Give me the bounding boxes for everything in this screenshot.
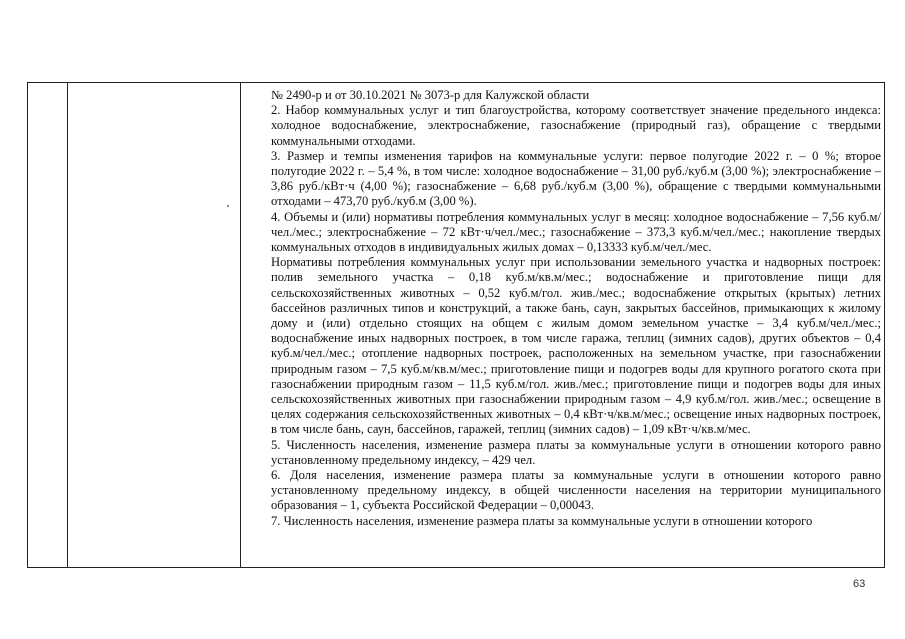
paragraph-7: 7. Численность населения, изменение размера платы за коммунальные услуги в отношении которого [271, 513, 813, 528]
paragraph-6: 6. Доля населения, изменение размера платы за коммунальные услуги в отношении которого равно установленному предельному индексу, в общей численности населения на территории муниципального образования – 1, субъекта Российской Федерации – 0,00043. [271, 468, 881, 513]
paragraph-3: 3. Размер и темпы изменения тарифов на коммунальные услуги: первое полугодие 2022 г. – 0 %; второе полугодие 2022 г. – 5,4 %, в том числе: холодное водоснабжение – 31,00 руб./куб.м (3,00 %); электроснабжение – 3,86 руб./кВт·ч (4,00 %); газоснабжение – 6,68 руб./куб.м (3,00 %), обращение с твердыми коммунальными отходами – 473,70 руб./куб.м (3,00 %). [271, 148, 881, 209]
paragraph-5: 5. Численность населения, изменение размера платы за коммунальные услуги в отношении которого равно установленному предельному индексу, – 429 чел. [271, 437, 881, 467]
paragraph-4: 4. Объемы и (или) нормативы потребления коммунальных услуг в месяц: холодное водоснабжение – 7,56 куб.м/чел./мес.; электроснабжение – 72 кВт·ч/чел./мес.; газоснабжение – 373,3 куб.м/чел./мес.; накопление твердых коммунальных отходов в индивидуальных жилых домах – 0,13333 куб.м/чел./мес. [271, 209, 881, 255]
column-divider-2 [240, 83, 241, 567]
paragraph-2: 2. Набор коммунальных услуг и тип благоустройства, которому соответствует значение предельного индекса: холодное водоснабжение, электроснабжение, газоснабжение (природный газ), обращение с твердыми коммунальными отходами. [271, 103, 881, 148]
document-table [27, 82, 885, 568]
paragraph-continuation: № 2490-р и от 30.10.2021 № 3073-р для Калужской области [271, 88, 590, 102]
paragraph-norms: Нормативы потребления коммунальных услуг при использовании земельного участка и надворных построек: полив земельного участка – 0,18 куб.м/кв.м/мес.; водоснабжение и приготовление пищи для сельскохозяйственных животных – 0,52 куб.м/гол. жив./мес.; водоснабжение открытых (крытых) летних бассейнов различных типов и конструкций, а также бань, саун, закрытых бассейнов, примыкающих к жилому дому и (или) отдельно стоящих на общем с жилым домом земельном участке – 3,4 куб.м/чел./мес.; водоснабжение иных надворных построек, в том числе гаража, теплиц (зимних садов), других объектов – 0,4 куб.м/чел./мес.; отопление надворных построек, расположенных на земельном участке, при газоснабжении природным газом – 7,5 куб.м/кв.м/мес.; приготовление пищи и подогрев воды для крупного рогатого скота при газоснабжении природным газом – 11,5 куб.м/гол. жив./мес.; приготовление пищи и подогрев воды для иных сельскохозяйственных животных при газоснабжении природным газом – 4,9 куб.м/гол. жив./мес.; освещение в целях содержания сельскохозяйственных животных – 0,4 кВт·ч/кв.м/мес.; освещение иных надворных построек, в том числе бань, саун, бассейнов, гаражей, теплиц (зимних садов) – 1,09 кВт·ч/кв.м/мес. [271, 255, 881, 437]
scan-speck [227, 205, 229, 207]
column-divider-1 [67, 83, 68, 567]
table-cell-text [271, 88, 881, 529]
page-number: 63 [853, 578, 866, 590]
